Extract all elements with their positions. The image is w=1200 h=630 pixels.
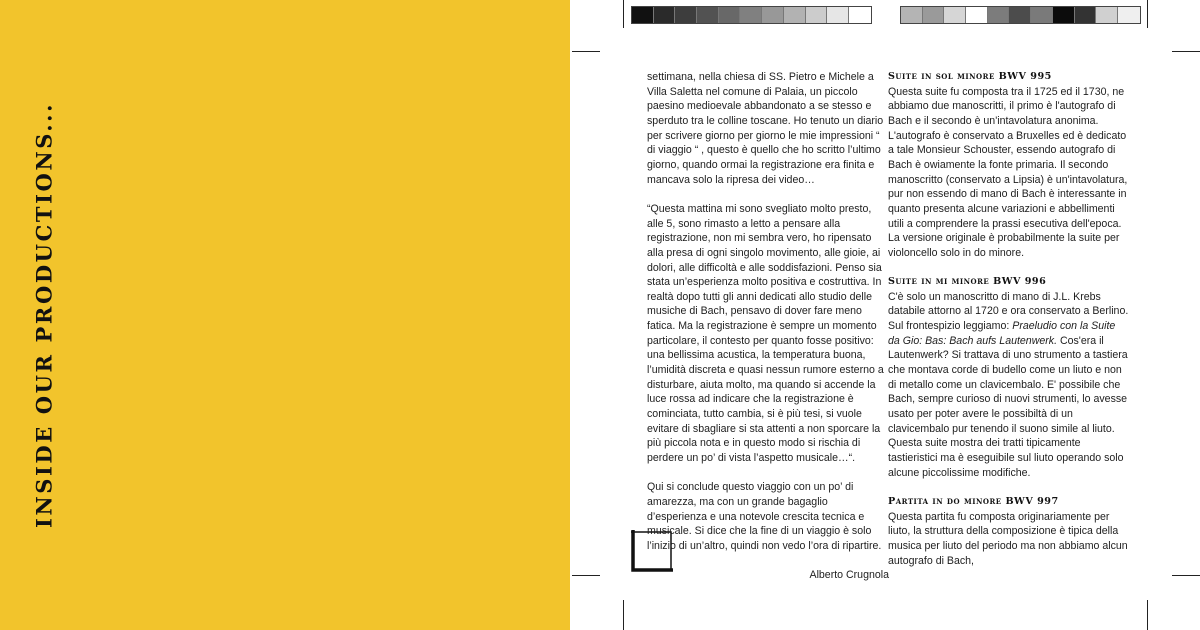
- heading-bwv-997: Partita in do minore BWV 997: [888, 496, 1059, 507]
- color-swatch: [944, 7, 966, 23]
- color-swatch: [632, 7, 654, 23]
- bwv-996-text-before: C'è solo un manoscritto di mano di J.L. Krebs databile attorno al 1720 e ora conservato a Berlino. Sul frontespizio leggiamo:: [888, 290, 1129, 333]
- color-swatch: [1031, 7, 1053, 23]
- color-swatch: [827, 7, 849, 23]
- paragraph-bwv-995: Questa suite fu composta tra il 1725 ed il 1730, ne abbiamo due manoscritti, il primo è l'autografo di Bach e il secondo è un'intavolatura anonima. L'autografo è conservato a Bruxelles ed è dedicato a tale Monsieur Schouster, essendo autografo di Bach è owiamente la fonte primaria. Il secondo manoscritto (conservato a Lipsia) è un'intavolatura, pur non essendo di mano di Bach è interessante in quanto presenta alcune variazioni e abbellimenti utili a comprendere la prassi esecutiva dell'epoca.: [888, 85, 1128, 230]
- color-swatch: [988, 7, 1010, 23]
- paragraph-conclusion: Qui si conclude questo viaggio con un po’ di amarezza, ma con un grande bagaglio d’esperienza e una notevole crescita tecnica e musicale. Si dice che la fine di un viaggio è solo l’inizio di un’altro, quindi non vedo l’ora di ripartire.: [647, 481, 882, 552]
- color-swatch: [784, 7, 806, 23]
- color-swatch: [1053, 7, 1075, 23]
- color-swatch: [654, 7, 676, 23]
- color-swatch: [1075, 7, 1097, 23]
- color-swatch: [1118, 7, 1140, 23]
- right-text-column: [888, 70, 1130, 568]
- crop-mark: [1147, 600, 1148, 630]
- left-text-column: [647, 70, 889, 583]
- crop-mark: [1172, 575, 1200, 576]
- paragraph-bwv-997: Questa partita fu composta originariamente per liuto, la struttura della composizione è tipica della musica per liuto del periodo ma non abbiamo alcun autografo di Bach,: [888, 510, 1128, 567]
- author-signature: Alberto Crugnola: [809, 569, 889, 582]
- paragraph-diary-quote: “Questa mattina mi sono svegliato molto presto, alle 5, sono rimasto a letto a pensare alla registrazione, non mi sembra vero, ho ripensato alla presa di ogni singolo movimento, alle gioie, ai dolori, alle difficoltà e alle soddisfazioni. Penso sia stata un’esperienza molto positiva e costruttiva. In realtà dopo tutti gli anni dedicati allo studio delle musiche di Bach, pensavo di dover fare meno fatica. Ma la registrazione è sempre un momento particolare, il contesto per quanto fosse positivo: una bellissima acustica, la temperatura buona, l’umidità discreta e quasi nessun rumore esterno a disturbare, aiuta molto, ma quando si accende la luce rossa ad indicare che la registrazione è cominciata, tutto cambia, si è più tesi, si vuole evitare di sbagliare si sta attenti a non sporcare la più piccola nota e in questo modo si rischia di perdere un po’ di vista l’aspetto musicale…“.: [647, 202, 884, 465]
- heading-bwv-996: Suite in mi minore BWV 996: [888, 276, 1047, 288]
- color-swatch: [762, 7, 784, 23]
- color-swatch: [849, 7, 871, 23]
- color-swatch: [966, 7, 988, 23]
- crop-mark: [623, 600, 624, 630]
- crop-mark: [1147, 0, 1148, 28]
- color-swatch: [901, 7, 923, 23]
- sidebar-title: INSIDE OUR PRODUCTIONS...: [31, 102, 57, 528]
- crop-mark: [572, 575, 600, 576]
- color-swatch: [1009, 7, 1031, 23]
- color-swatch: [923, 7, 945, 23]
- paragraph-bwv-996: [888, 290, 1130, 481]
- color-calibration-strip-left: [631, 6, 872, 24]
- color-swatch: [675, 7, 697, 23]
- paragraph-diary-intro: settimana, nella chiesa di SS. Pietro e Michele a Villa Saletta nel comune di Palaia, un piccolo paesino medioevale abbandonato a se stesso e sperduto tra le colline toscane. Ho tenuto un diario per scrivere giorno per giorno le mie impressioni “ di viaggio “ , questo è quello che ho scritto l’ultimo giorno, quando ormai la registrazione era finita e mancava solo la ripresa dei video…: [647, 71, 884, 186]
- color-swatch: [697, 7, 719, 23]
- color-swatch: [1096, 7, 1118, 23]
- heading-bwv-995: Suite in sol minore BWV 995: [888, 71, 1052, 82]
- paragraph-bwv-995-original: La versione originale è probabilmente la suite per violoncello solo in do minore.: [888, 232, 1120, 259]
- yellow-sidebar: [0, 0, 570, 630]
- crop-mark: [572, 51, 600, 52]
- color-swatch: [740, 7, 762, 23]
- bwv-996-title: Praeludio con la Suite da Gio: Bas: Bach aufs Lautenwerk.: [888, 320, 1116, 347]
- color-swatch: [719, 7, 741, 23]
- color-calibration-strip-right: [900, 6, 1141, 24]
- bwv-996-text-after: Cos'era il Lautenwerk? Si trattava di uno strumento a tastiera che montava corde di budello come un liuto e non di metallo come un clavicembalo. E' possibile che Bach, sempre curioso di nuovi strumenti, lo avesse usato per poter avere le possibiltà di un clavicembalo pur tenendo il suono simile al liuto. Questa suite mostra dei tratti tipicamente tastieristici ma è eseguibile sul liuto operando solo alcune piccolissime modifiche.: [888, 334, 1128, 479]
- crop-mark: [1172, 51, 1200, 52]
- crop-mark: [623, 0, 624, 28]
- color-swatch: [806, 7, 828, 23]
